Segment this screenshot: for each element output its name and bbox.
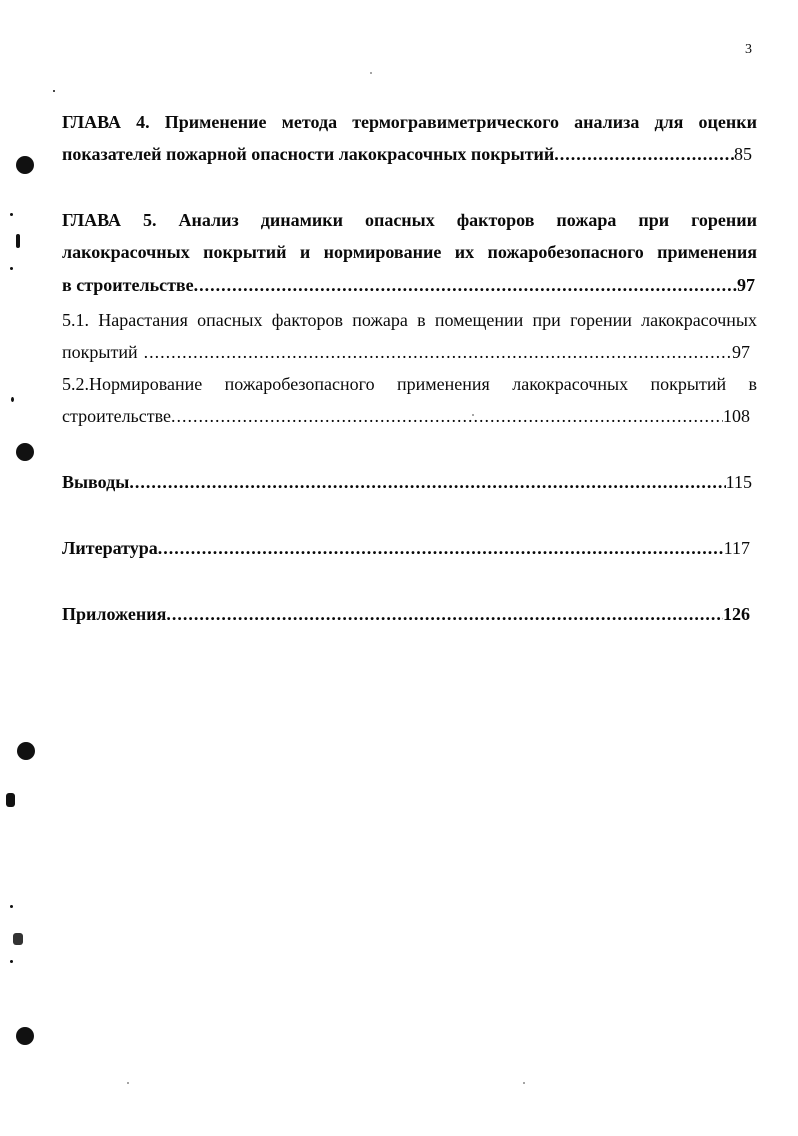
toc-leader-dots bbox=[158, 533, 724, 563]
toc-section5-1-line1: 5.1. Нарастания опасных факторов пожара в помещении при горении лакокрасочных bbox=[62, 310, 757, 330]
toc-conclusions-label: Выводы bbox=[62, 472, 130, 492]
toc-leader-dots bbox=[554, 139, 734, 169]
toc-chapter4-line2 bbox=[62, 139, 752, 169]
toc-chapter5-line3 bbox=[62, 270, 755, 300]
scan-speck bbox=[10, 213, 13, 216]
toc-appendices-label: Приложения bbox=[62, 604, 167, 624]
toc-section5-1-title-end: покрытий bbox=[62, 342, 138, 362]
scan-speck bbox=[10, 267, 13, 270]
toc-section5-2-line1: 5.2.Нормирование пожаробезопасного применения лакокрасочных покрытий в bbox=[62, 374, 757, 394]
toc-leader-dots bbox=[138, 337, 732, 367]
scan-speck bbox=[11, 397, 14, 402]
toc-literature bbox=[62, 533, 750, 563]
scan-speck bbox=[127, 1082, 129, 1084]
scan-speck bbox=[6, 793, 15, 807]
toc-chapter5-title-end: в строительстве bbox=[62, 275, 194, 295]
toc-chapter4-title-end: показателей пожарной опасности лакокрасочных покрытий bbox=[62, 144, 555, 164]
toc-chapter5-line1: ГЛАВА 5. Анализ динамики опасных факторов пожара при горении bbox=[62, 210, 757, 230]
toc-leader-dots bbox=[171, 401, 723, 431]
toc-chapter4-line1: ГЛАВА 4. Применение метода термогравиметрического анализа для оценки bbox=[62, 112, 757, 132]
toc-section5-1-page: 97 bbox=[732, 342, 750, 362]
binder-hole bbox=[16, 1027, 34, 1045]
toc-section5-2-line2 bbox=[62, 401, 750, 431]
scan-speck bbox=[523, 1082, 525, 1084]
page-number: 3 bbox=[745, 42, 752, 57]
toc-chapter4-page: 85 bbox=[734, 144, 752, 164]
scan-speck bbox=[10, 960, 13, 963]
toc-leader-dots bbox=[194, 270, 737, 300]
toc-appendices bbox=[62, 599, 750, 629]
scan-speck bbox=[53, 90, 55, 92]
toc-leader-dots bbox=[166, 599, 723, 629]
toc-conclusions-page: 115 bbox=[725, 472, 752, 492]
binder-hole bbox=[16, 443, 34, 461]
scan-speck bbox=[370, 72, 372, 74]
toc-leader-dots bbox=[129, 467, 725, 497]
toc-literature-label: Литература bbox=[62, 538, 158, 558]
binder-hole bbox=[16, 156, 34, 174]
toc-section5-1-line2 bbox=[62, 337, 750, 367]
scan-speck bbox=[13, 933, 23, 945]
toc-section5-2-page: 108 bbox=[723, 406, 750, 426]
toc-literature-page: 117 bbox=[723, 538, 750, 558]
scan-speck bbox=[472, 414, 474, 416]
toc-chapter5-page: 97 bbox=[737, 275, 755, 295]
toc-section5-2-title-end: строительстве bbox=[62, 406, 171, 426]
toc-chapter5-line2: лакокрасочных покрытий и нормирование их пожаробезопасного применения bbox=[62, 242, 757, 262]
binder-hole bbox=[17, 742, 35, 760]
scan-speck bbox=[10, 905, 13, 908]
toc-appendices-page: 126 bbox=[723, 604, 750, 624]
scan-speck bbox=[16, 234, 20, 248]
toc-conclusions bbox=[62, 467, 752, 497]
